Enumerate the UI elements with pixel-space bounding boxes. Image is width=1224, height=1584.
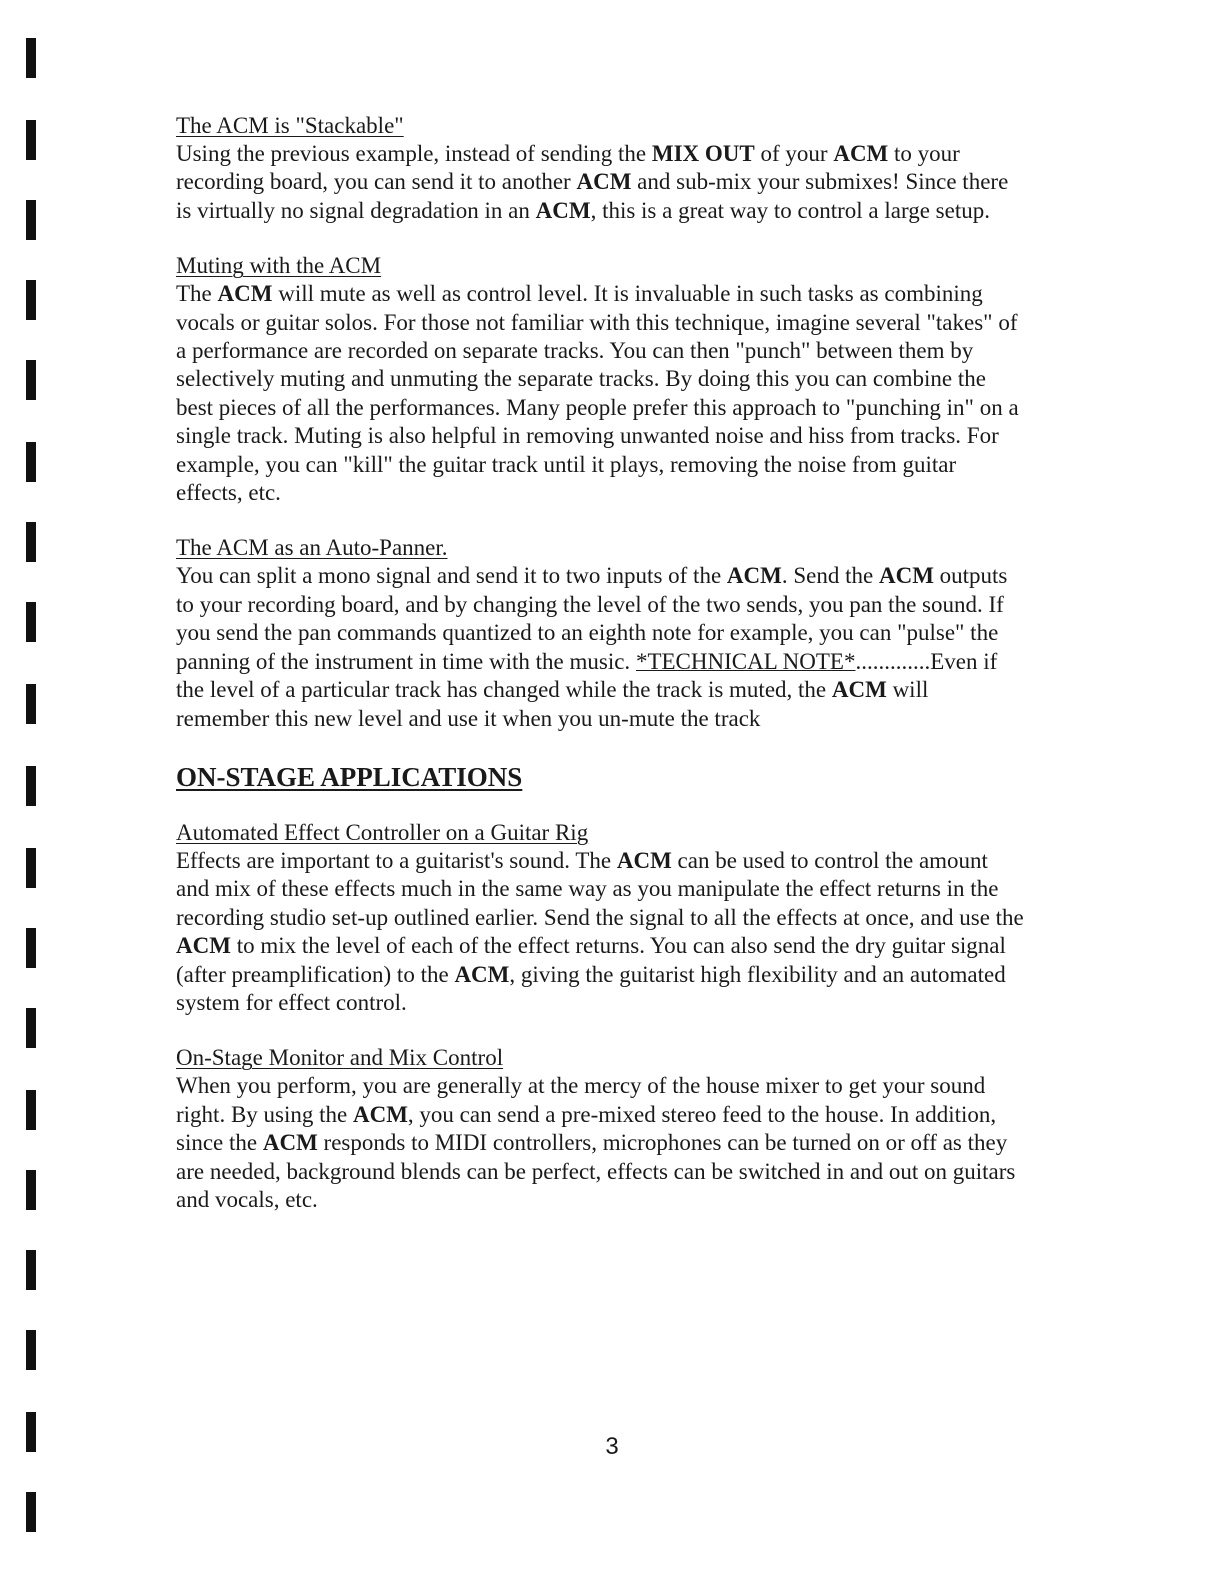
text-run: outputs to your recording board, and by changing the level of the two sends, you pan the sound. If you send the pan commands quantized to an eighth note for example, you can "pulse" the panning of the instrument in time with the music. [176, 563, 1008, 674]
onstage-heading: ON-STAGE APPLICATIONS [176, 761, 523, 792]
bold-term: ACM [176, 933, 231, 959]
bold-term: ACM [831, 677, 887, 703]
section-body [176, 140, 1026, 225]
text-run: will mute as well as control level. It is invaluable in such tasks as combining vocals or guitar solos. For those not familiar with this technique, imagine several "takes" of a performance are recorded on separate tracks. You can then "punch" between them by selectively muting and unmuting the separate tracks. By doing this you can combine the best pieces of all the performances. Many people prefer this approach to "punching in" on a single track. Muting is also helpful in removing unwanted noise and hiss from tracks. For example, you can "kill" the guitar track until it plays, removing the noise from guitar effects, etc. [176, 281, 1019, 506]
page-content [176, 112, 1026, 1241]
bold-term: ACM [878, 563, 934, 589]
technical-note-label: *TECHNICAL NOTE* [635, 648, 856, 674]
text-run: of your [754, 141, 834, 166]
text-run: Effects are important to a guitarist's sound. The [176, 847, 617, 873]
bold-term: ACM [576, 169, 632, 195]
binder-hole [26, 120, 36, 160]
text-run: You can split a mono signal and send it to two inputs of the [176, 563, 727, 589]
section-body [176, 562, 1026, 732]
text-run: can be used to control the amount and mix of these effects much in the same way as you manipulate the effect returns in the recording studio set-up outlined earlier. Send the signal to all the effects at once, and use the [176, 847, 1024, 930]
binder-hole [26, 1250, 36, 1290]
bold-term: ACM [535, 197, 591, 223]
bold-term: ACM [616, 847, 672, 873]
binder-hole [26, 522, 36, 562]
binder-hole [26, 602, 36, 642]
binder-hole [26, 1008, 36, 1048]
text-run: When you perform, you are generally at the mercy of the house mixer to get your sound right. By using the [176, 1073, 986, 1127]
text-run: to your recording board, you can send it to another [176, 141, 960, 195]
section-title: On-Stage Monitor and Mix Control [176, 1045, 504, 1071]
text-run: responds to MIDI controllers, microphones can be turned on or off as they are needed, background blends can be perfect, effects can be switched in and out on guitars and vocals, etc. [176, 1130, 1016, 1212]
section-body [176, 1072, 1026, 1214]
section-monitor-mix [176, 1044, 1026, 1214]
binder-hole [26, 1090, 36, 1130]
binder-hole [26, 442, 36, 482]
section-muting [176, 252, 1026, 507]
binder-hole [26, 280, 36, 320]
text-run: .............Even if the level of a particular track has changed while the track is muted, the [176, 648, 998, 703]
binder-hole [26, 684, 36, 724]
text-run: will remember this new level and use it when you un-mute the track [176, 677, 929, 731]
page-number: 3 [605, 1433, 619, 1460]
text-run: . Send the [781, 563, 879, 589]
binder-hole [26, 38, 36, 78]
section-title: Automated Effect Controller on a Guitar Rig [176, 819, 589, 845]
section-body [176, 280, 1026, 507]
binder-hole [26, 1170, 36, 1210]
bold-term: ACM [217, 281, 273, 307]
bold-term: ACM [262, 1130, 318, 1156]
section-title: The ACM as an Auto-Panner. [176, 535, 448, 561]
binder-hole [26, 848, 36, 888]
binder-hole [26, 1330, 36, 1370]
section-body [176, 847, 1026, 1017]
text-run: , giving the guitarist high flexibility and an automated system for effect control. [176, 961, 1006, 1015]
text-run: , this is a great way to control a large setup. [590, 197, 990, 223]
bold-term: MIX OUT [651, 141, 755, 166]
section-auto-panner [176, 534, 1026, 732]
bold-term: ACM [352, 1101, 408, 1127]
binder-hole [26, 1492, 36, 1532]
binder-hole [26, 360, 36, 400]
binder-holes [0, 0, 40, 1584]
bold-term: ACM [454, 961, 510, 987]
section-title: Muting with the ACM [176, 253, 382, 279]
bold-term: ACM [833, 141, 889, 166]
binder-hole [26, 200, 36, 240]
bold-term: ACM [726, 563, 782, 589]
section-stackable [176, 112, 1026, 225]
text-run: The [176, 281, 218, 307]
binder-hole [26, 766, 36, 806]
text-run: Using the previous example, instead of sending the [176, 141, 652, 166]
text-run: and sub-mix your submixes! Since there is virtually no signal degradation in an [176, 169, 1009, 223]
section-effect-controller [176, 819, 1026, 1017]
text-run: , you can send a pre-mixed stereo feed to the house. In addition, since the [176, 1101, 997, 1156]
text-run: to mix the level of each of the effect returns. You can also send the dry guitar signal (after preamplification) to the [176, 933, 1006, 987]
section-title: The ACM is "Stackable" [176, 113, 404, 138]
binder-hole [26, 928, 36, 968]
